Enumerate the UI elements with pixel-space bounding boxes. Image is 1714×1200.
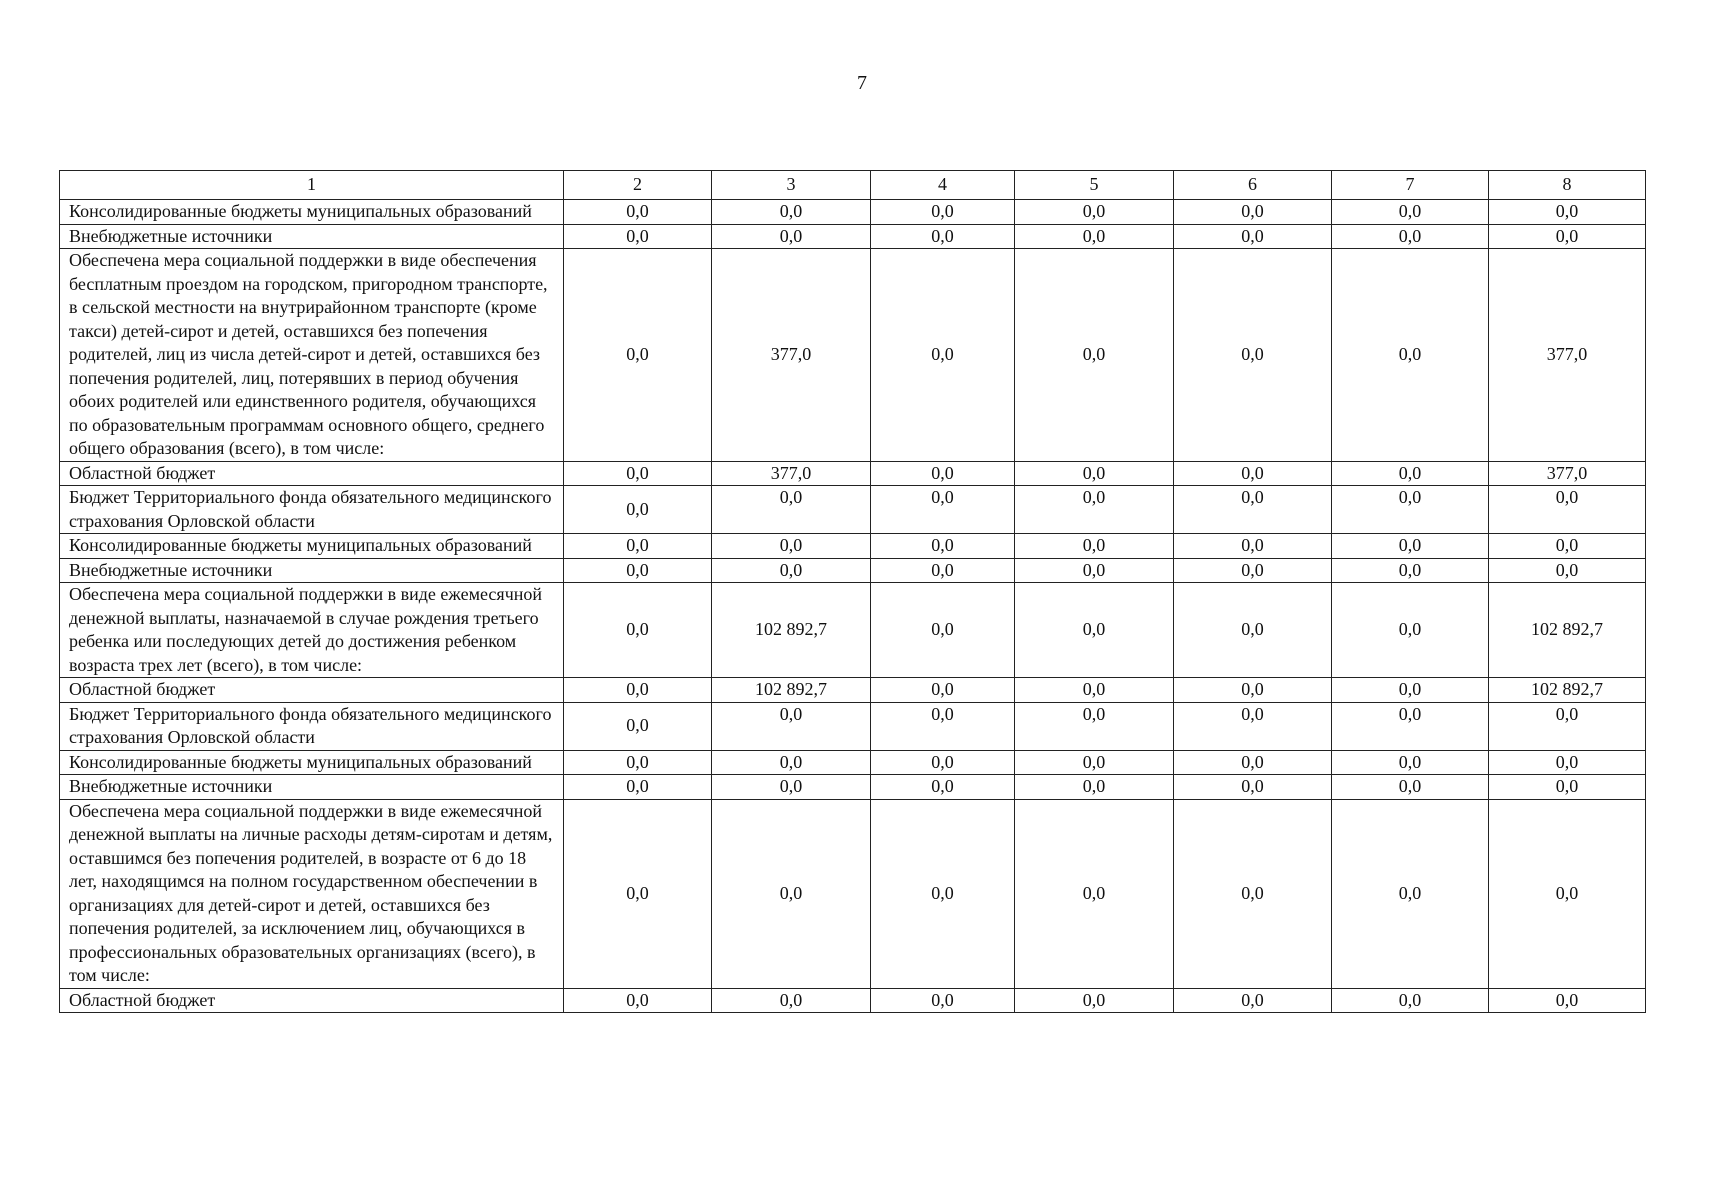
value-cell: 0,0 [1015,750,1174,775]
value-cell: 0,0 [1174,583,1332,678]
table-header-row [60,171,1646,200]
value-cell: 0,0 [1174,558,1332,583]
value-cell: 0,0 [1015,988,1174,1013]
row-label: Обеспечена мера социальной поддержки в виде обеспечения бесплатным проездом на городском, пригородном транспорте, в сельской местности на внутрирайонном транспорте (кроме такси) детей-сирот и детей, оставшихся без попечения родителей, лиц из числа детей-сирот и детей, оставшихся без попечения родителей, лиц, потерявших в период обучения обоих родителей или единственного родителя, обучающихся по образовательным программам основного общего, среднего общего образования (всего), в том числе: [60,249,564,462]
value-cell: 0,0 [1332,200,1489,225]
value-cell: 0,0 [1489,799,1646,988]
value-cell: 0,0 [564,486,712,534]
value-cell: 0,0 [564,558,712,583]
row-label: Бюджет Территориального фонда обязательного медицинского страхования Орловской области [60,486,564,534]
value-cell: 0,0 [1332,224,1489,249]
column-header: 2 [564,171,712,200]
value-cell: 0,0 [1015,799,1174,988]
value-cell: 102 892,7 [712,583,871,678]
value-cell: 0,0 [1489,558,1646,583]
budget-table [59,170,1646,1013]
value-cell: 0,0 [871,461,1015,486]
value-cell: 0,0 [871,200,1015,225]
value-cell: 0,0 [564,702,712,750]
table-row [60,224,1646,249]
value-cell: 0,0 [871,486,1015,534]
value-cell: 0,0 [1174,249,1332,462]
value-cell: 0,0 [1174,534,1332,559]
value-cell: 0,0 [1332,799,1489,988]
column-header: 7 [1332,171,1489,200]
value-cell: 0,0 [871,750,1015,775]
value-cell: 0,0 [564,249,712,462]
value-cell: 0,0 [871,583,1015,678]
value-cell: 0,0 [564,799,712,988]
value-cell: 0,0 [1015,702,1174,750]
table-row [60,583,1646,678]
value-cell: 0,0 [1015,486,1174,534]
value-cell: 0,0 [871,534,1015,559]
value-cell: 0,0 [871,558,1015,583]
page-number: 7 [857,72,867,94]
table-row [60,678,1646,703]
value-cell: 102 892,7 [1489,678,1646,703]
value-cell: 0,0 [1174,461,1332,486]
value-cell: 0,0 [1489,750,1646,775]
value-cell: 0,0 [871,249,1015,462]
row-label: Обеспечена мера социальной поддержки в виде ежемесячной денежной выплаты на личные расходы детям-сиротам и детям, оставшимся без попечения родителей, в возрасте от 6 до 18 лет, находящимся на полном государственном обеспечении в организациях для детей-сирот и детей, оставшихся без попечения родителей, за исключением лиц, обучающихся в профессиональных образовательных организациях (всего), в том числе: [60,799,564,988]
value-cell: 0,0 [712,799,871,988]
value-cell: 0,0 [564,461,712,486]
table-row [60,988,1646,1013]
value-cell: 0,0 [1332,461,1489,486]
value-cell: 0,0 [871,988,1015,1013]
value-cell: 377,0 [1489,249,1646,462]
column-header: 3 [712,171,871,200]
value-cell: 0,0 [1332,558,1489,583]
table-row [60,799,1646,988]
value-cell: 0,0 [1174,988,1332,1013]
value-cell: 0,0 [1174,200,1332,225]
value-cell: 0,0 [712,486,871,534]
row-label: Бюджет Территориального фонда обязательного медицинского страхования Орловской области [60,702,564,750]
value-cell: 0,0 [1015,775,1174,800]
value-cell: 0,0 [712,702,871,750]
table-row [60,750,1646,775]
value-cell: 0,0 [871,678,1015,703]
value-cell: 0,0 [1332,988,1489,1013]
value-cell: 0,0 [712,558,871,583]
value-cell: 377,0 [1489,461,1646,486]
value-cell: 0,0 [564,583,712,678]
value-cell: 377,0 [712,461,871,486]
value-cell: 0,0 [1489,224,1646,249]
value-cell: 0,0 [1332,678,1489,703]
value-cell: 0,0 [1015,461,1174,486]
value-cell: 0,0 [1332,702,1489,750]
value-cell: 0,0 [564,534,712,559]
value-cell: 0,0 [1015,534,1174,559]
value-cell: 0,0 [1332,249,1489,462]
column-header: 6 [1174,171,1332,200]
value-cell: 0,0 [564,750,712,775]
value-cell: 0,0 [564,224,712,249]
value-cell: 0,0 [1332,486,1489,534]
value-cell: 0,0 [712,200,871,225]
value-cell: 0,0 [871,224,1015,249]
value-cell: 0,0 [1015,678,1174,703]
row-label: Внебюджетные источники [60,558,564,583]
table-row [60,775,1646,800]
value-cell: 0,0 [1015,583,1174,678]
value-cell: 0,0 [1489,775,1646,800]
value-cell: 0,0 [1489,534,1646,559]
table-row [60,702,1646,750]
value-cell: 0,0 [1174,486,1332,534]
row-label: Консолидированные бюджеты муниципальных образований [60,750,564,775]
table-row [60,486,1646,534]
value-cell: 0,0 [712,775,871,800]
table-row [60,249,1646,462]
table-row [60,461,1646,486]
value-cell: 102 892,7 [712,678,871,703]
value-cell: 0,0 [1015,558,1174,583]
value-cell: 0,0 [712,988,871,1013]
value-cell: 0,0 [1489,988,1646,1013]
row-label: Областной бюджет [60,678,564,703]
row-label: Областной бюджет [60,461,564,486]
table-row [60,200,1646,225]
value-cell: 0,0 [1489,702,1646,750]
column-header: 1 [60,171,564,200]
value-cell: 0,0 [1489,200,1646,225]
value-cell: 0,0 [1174,224,1332,249]
column-header: 4 [871,171,1015,200]
value-cell: 0,0 [712,534,871,559]
value-cell: 0,0 [1174,799,1332,988]
value-cell: 102 892,7 [1489,583,1646,678]
row-label: Областной бюджет [60,988,564,1013]
value-cell: 0,0 [1332,775,1489,800]
row-label: Консолидированные бюджеты муниципальных образований [60,534,564,559]
value-cell: 377,0 [712,249,871,462]
value-cell: 0,0 [712,224,871,249]
value-cell: 0,0 [564,678,712,703]
value-cell: 0,0 [1015,249,1174,462]
value-cell: 0,0 [564,775,712,800]
value-cell: 0,0 [712,750,871,775]
value-cell: 0,0 [1174,775,1332,800]
table-row [60,534,1646,559]
row-label: Консолидированные бюджеты муниципальных образований [60,200,564,225]
row-label: Внебюджетные источники [60,224,564,249]
value-cell: 0,0 [1015,224,1174,249]
value-cell: 0,0 [1174,750,1332,775]
value-cell: 0,0 [871,702,1015,750]
row-label: Обеспечена мера социальной поддержки в виде ежемесячной денежной выплаты, назначаемой в случае рождения третьего ребенка или последующих детей до достижения ребенком возраста трех лет (всего), в том числе: [60,583,564,678]
value-cell: 0,0 [1489,486,1646,534]
value-cell: 0,0 [1332,750,1489,775]
column-header: 5 [1015,171,1174,200]
value-cell: 0,0 [1332,534,1489,559]
value-cell: 0,0 [564,200,712,225]
value-cell: 0,0 [1174,678,1332,703]
value-cell: 0,0 [1174,702,1332,750]
table-row [60,558,1646,583]
value-cell: 0,0 [1332,583,1489,678]
column-header: 8 [1489,171,1646,200]
value-cell: 0,0 [1015,200,1174,225]
value-cell: 0,0 [871,799,1015,988]
row-label: Внебюджетные источники [60,775,564,800]
value-cell: 0,0 [564,988,712,1013]
value-cell: 0,0 [871,775,1015,800]
